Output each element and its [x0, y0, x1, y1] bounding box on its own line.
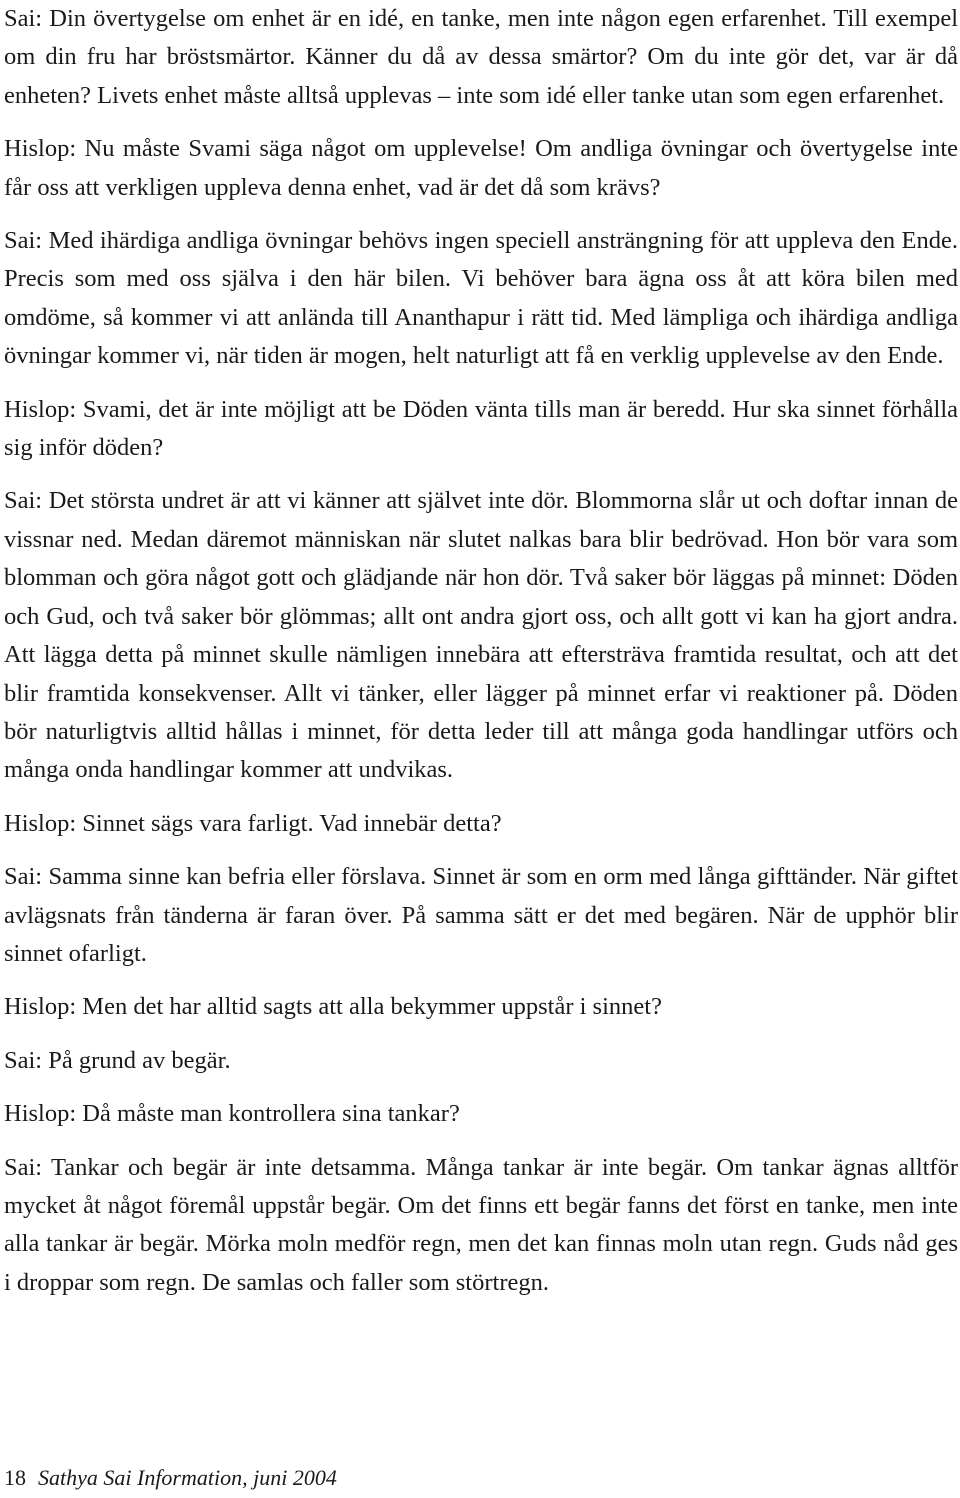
speaker-label: Sai: — [4, 5, 43, 32]
speaker-label: Sai: — [4, 863, 43, 891]
speaker-label: Sai: — [4, 487, 43, 515]
speaker-label: Sai: — [4, 1153, 43, 1181]
paragraph-text: Men det har alltid sagts att alla bekymmer uppstår i sinnet? — [82, 993, 662, 1021]
paragraph-text: Sinnet sägs vara farligt. Vad innebär detta? — [82, 809, 502, 837]
speaker-label: Hislop: — [4, 993, 77, 1021]
paragraph-text: Svami, det är inte möjligt att be Döden vänta tills man är beredd. Hur ska sinnet förhålla sig inför döden? — [4, 395, 958, 462]
speaker-label: Hislop: — [4, 135, 77, 163]
paragraph-text: Då måste man kontrollera sina tankar? — [82, 1100, 460, 1128]
paragraph-text: Tankar och begär är inte detsamma. Många tankar är inte begär. Om tankar ägnas alltför mycket åt något föremål uppstår begär. Om det finns ett begär fanns det först en tanke, men inte alla tankar är begär. Mörka moln medför regn, men det kan finnas moln utan regn. Guds nåd ges i droppar som regn. De samlas och faller som störtregn. — [4, 1153, 958, 1296]
dialogue-paragraph — [4, 805, 958, 843]
dialogue-paragraph — [4, 988, 958, 1026]
speaker-label: Hislop: — [4, 395, 77, 423]
speaker-label: Hislop: — [4, 809, 77, 837]
paragraph-text: Med ihärdiga andliga övningar behövs ingen speciell ansträngning för att uppleva den Ende. Precis som med oss själva i den här bilen. Vi behöver bara ägna oss åt att köra bilen med omdöme, så kommer vi att anlända till Ananthapur i rätt tid. Med lämpliga och ihärdiga andliga övningar kommer vi, när tiden är mogen, helt naturligt att få en verklig upplevelse av den Ende. — [4, 227, 958, 370]
paragraph-text: Nu måste Svami säga något om upplevelse! Om andliga övningar och övertygelse inte får oss att verkligen uppleva denna enhet, vad är det då som krävs? — [4, 135, 959, 201]
paragraph-text: Samma sinne kan befria eller förslava. Sinnet är som en orm med långa gifttänder. När giftet avlägsnats från tänderna är faran över. På samma sätt er det med begären. När de upphör blir sinnet ofarligt. — [4, 863, 959, 967]
paragraph-text: Din övertygelse om enhet är en idé, en tanke, men inte någon egen erfarenhet. Till exempel om din fru har bröstsmärtor. Känner du då av dessa smärtor? Om du inte gör det, var är då enheten? Livets enhet måste alltså upplevas – inte som idé eller tanke utan som egen erfarenhet. — [4, 5, 959, 109]
paragraph-text: På grund av begär. — [48, 1046, 231, 1074]
speaker-label: Sai: — [4, 227, 43, 255]
dialogue-paragraph — [4, 0, 958, 115]
speaker-label: Sai: — [4, 1046, 43, 1074]
page-number: 18 — [4, 1465, 26, 1490]
dialogue-paragraph — [4, 1042, 958, 1080]
dialogue-paragraph — [4, 858, 958, 973]
speaker-label: Hislop: — [4, 1100, 77, 1128]
page-footer — [4, 1463, 337, 1493]
dialogue-column — [4, 0, 958, 1317]
paragraph-text: Det största undret är att vi känner att självet inte dör. Blommorna slår ut och doftar innan de vissnar ned. Medan däremot människan när slutet nalkas bara blir bedrövad. Hon bör vara som blomman och göra något gott och glädjande när hon dör. Två saker bör läggas på minnet: Döden och Gud, och två saker bör glömmas; allt ont andra gjort oss, och allt gott vi kan ha gjort andra. Att lägga detta på minnet skulle nämligen innebära att eftersträva framtida resultat, och att det blir framtida konsekvenser. Allt vi tänker, eller lägger på minnet erfar vi reaktioner på. Döden bör naturligtvis alltid hållas i minnet, för detta leder till att många goda handlingar utförs och många onda handlingar kommer att undvikas. — [4, 487, 958, 784]
dialogue-paragraph — [4, 130, 958, 207]
publication-title: Sathya Sai Information, juni 2004 — [38, 1465, 337, 1490]
dialogue-paragraph — [4, 391, 958, 468]
dialogue-paragraph — [4, 222, 958, 376]
dialogue-paragraph — [4, 482, 958, 789]
dialogue-paragraph — [4, 1149, 958, 1303]
dialogue-paragraph — [4, 1095, 958, 1133]
